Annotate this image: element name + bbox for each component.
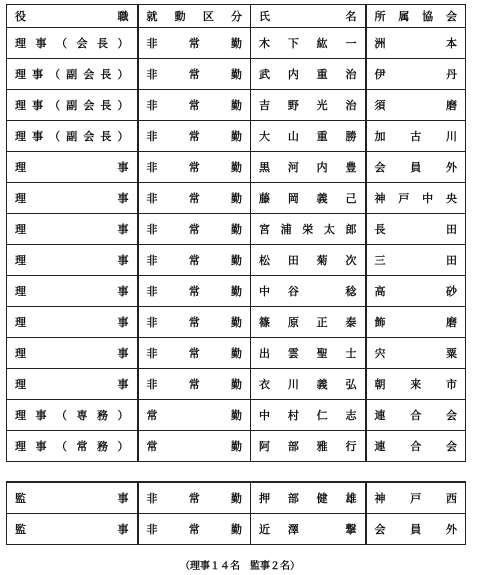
employment-type-cell: 非常勤 (138, 307, 251, 338)
position-cell: 理事（副会長） (7, 121, 138, 152)
position-cell: 理 事 (7, 183, 138, 214)
employment-type-cell: 非常勤 (138, 482, 251, 514)
employment-type-cell: 非常勤 (138, 152, 251, 183)
position-cell: 理事（会長） (7, 28, 138, 59)
name-cell: 吉野光治 (251, 90, 366, 121)
director-row (7, 28, 466, 59)
name-cell: 宮浦栄太郎 (251, 214, 366, 245)
position-cell: 理 事 (7, 214, 138, 245)
employment-type-cell: 非常勤 (138, 28, 251, 59)
director-row (7, 369, 466, 400)
employment-type-cell: 常 勤 (138, 400, 251, 431)
position-cell: 理 事 (7, 245, 138, 276)
director-row (7, 152, 466, 183)
auditor-row (7, 514, 466, 545)
director-row (7, 183, 466, 214)
name-cell: 藤岡義己 (251, 183, 366, 214)
name-cell: 中谷 稔 (251, 276, 366, 307)
name-cell: 黒河内豊 (251, 152, 366, 183)
association-cell: 洲 本 (366, 28, 466, 59)
director-row (7, 90, 466, 121)
name-cell: 押部健雄 (251, 482, 366, 514)
association-cell: 加古川 (366, 121, 466, 152)
association-cell: 朝来市 (366, 369, 466, 400)
position-cell: 理事（副会長） (7, 59, 138, 90)
auditors-table (6, 481, 466, 545)
employment-type-cell: 非常勤 (138, 90, 251, 121)
position-cell: 理 事 (7, 338, 138, 369)
position-cell: 理事（常務） (7, 431, 138, 462)
position-cell: 監 事 (7, 514, 138, 545)
director-row (7, 245, 466, 276)
director-row (7, 400, 466, 431)
director-row (7, 431, 466, 462)
employment-type-cell: 常 勤 (138, 431, 251, 462)
position-cell: 理事（専務） (7, 400, 138, 431)
position-cell: 監 事 (7, 482, 138, 514)
header-name: 氏 名 (251, 5, 366, 28)
employment-type-cell: 非常勤 (138, 514, 251, 545)
director-row (7, 307, 466, 338)
position-cell: 理事（副会長） (7, 90, 138, 121)
employment-type-cell: 非常勤 (138, 276, 251, 307)
header-employment-type: 就 動 区 分 (138, 5, 251, 28)
name-cell: 衣川義弘 (251, 369, 366, 400)
association-cell: 伊 丹 (366, 59, 466, 90)
position-cell: 理 事 (7, 369, 138, 400)
header-row (7, 5, 466, 28)
association-cell: 神戸西 (366, 482, 466, 514)
position-cell: 理 事 (7, 307, 138, 338)
employment-type-cell: 非常勤 (138, 121, 251, 152)
name-cell: 松田菊次 (251, 245, 366, 276)
name-cell: 阿部雅行 (251, 431, 366, 462)
association-cell: 三 田 (366, 245, 466, 276)
association-cell: 長 田 (366, 214, 466, 245)
name-cell: 出雲聖士 (251, 338, 366, 369)
association-cell: 高 砂 (366, 276, 466, 307)
name-cell: 大山重勝 (251, 121, 366, 152)
name-cell: 木下紘一 (251, 28, 366, 59)
employment-type-cell: 非常勤 (138, 369, 251, 400)
employment-type-cell: 非常勤 (138, 214, 251, 245)
association-cell: 宍 粟 (366, 338, 466, 369)
position-cell: 理 事 (7, 276, 138, 307)
name-cell: 篠原正泰 (251, 307, 366, 338)
employment-type-cell: 非常勤 (138, 245, 251, 276)
header-position: 役 職 (7, 5, 138, 28)
association-cell: 会員外 (366, 514, 466, 545)
header-association: 所 属 協 会 (366, 5, 466, 28)
director-row (7, 338, 466, 369)
employment-type-cell: 非常勤 (138, 59, 251, 90)
member-count-note: （理事１４名 監事２名） (180, 561, 300, 572)
employment-type-cell: 非常勤 (138, 338, 251, 369)
officers-table (6, 4, 466, 462)
association-cell: 飾 磨 (366, 307, 466, 338)
association-cell: 連合会 (366, 431, 466, 462)
director-row (7, 276, 466, 307)
association-cell: 会員外 (366, 152, 466, 183)
association-cell: 連合会 (366, 400, 466, 431)
director-row (7, 214, 466, 245)
position-cell: 理 事 (7, 152, 138, 183)
name-cell: 中村仁志 (251, 400, 366, 431)
employment-type-cell: 非常勤 (138, 183, 251, 214)
name-cell: 近澤 撃 (251, 514, 366, 545)
director-row (7, 121, 466, 152)
name-cell: 武内重治 (251, 59, 366, 90)
officers-table-body (7, 5, 466, 462)
association-cell: 神戸中央 (366, 183, 466, 214)
auditor-row (7, 482, 466, 514)
auditors-table-body (7, 482, 466, 545)
director-row (7, 59, 466, 90)
association-cell: 須 磨 (366, 90, 466, 121)
